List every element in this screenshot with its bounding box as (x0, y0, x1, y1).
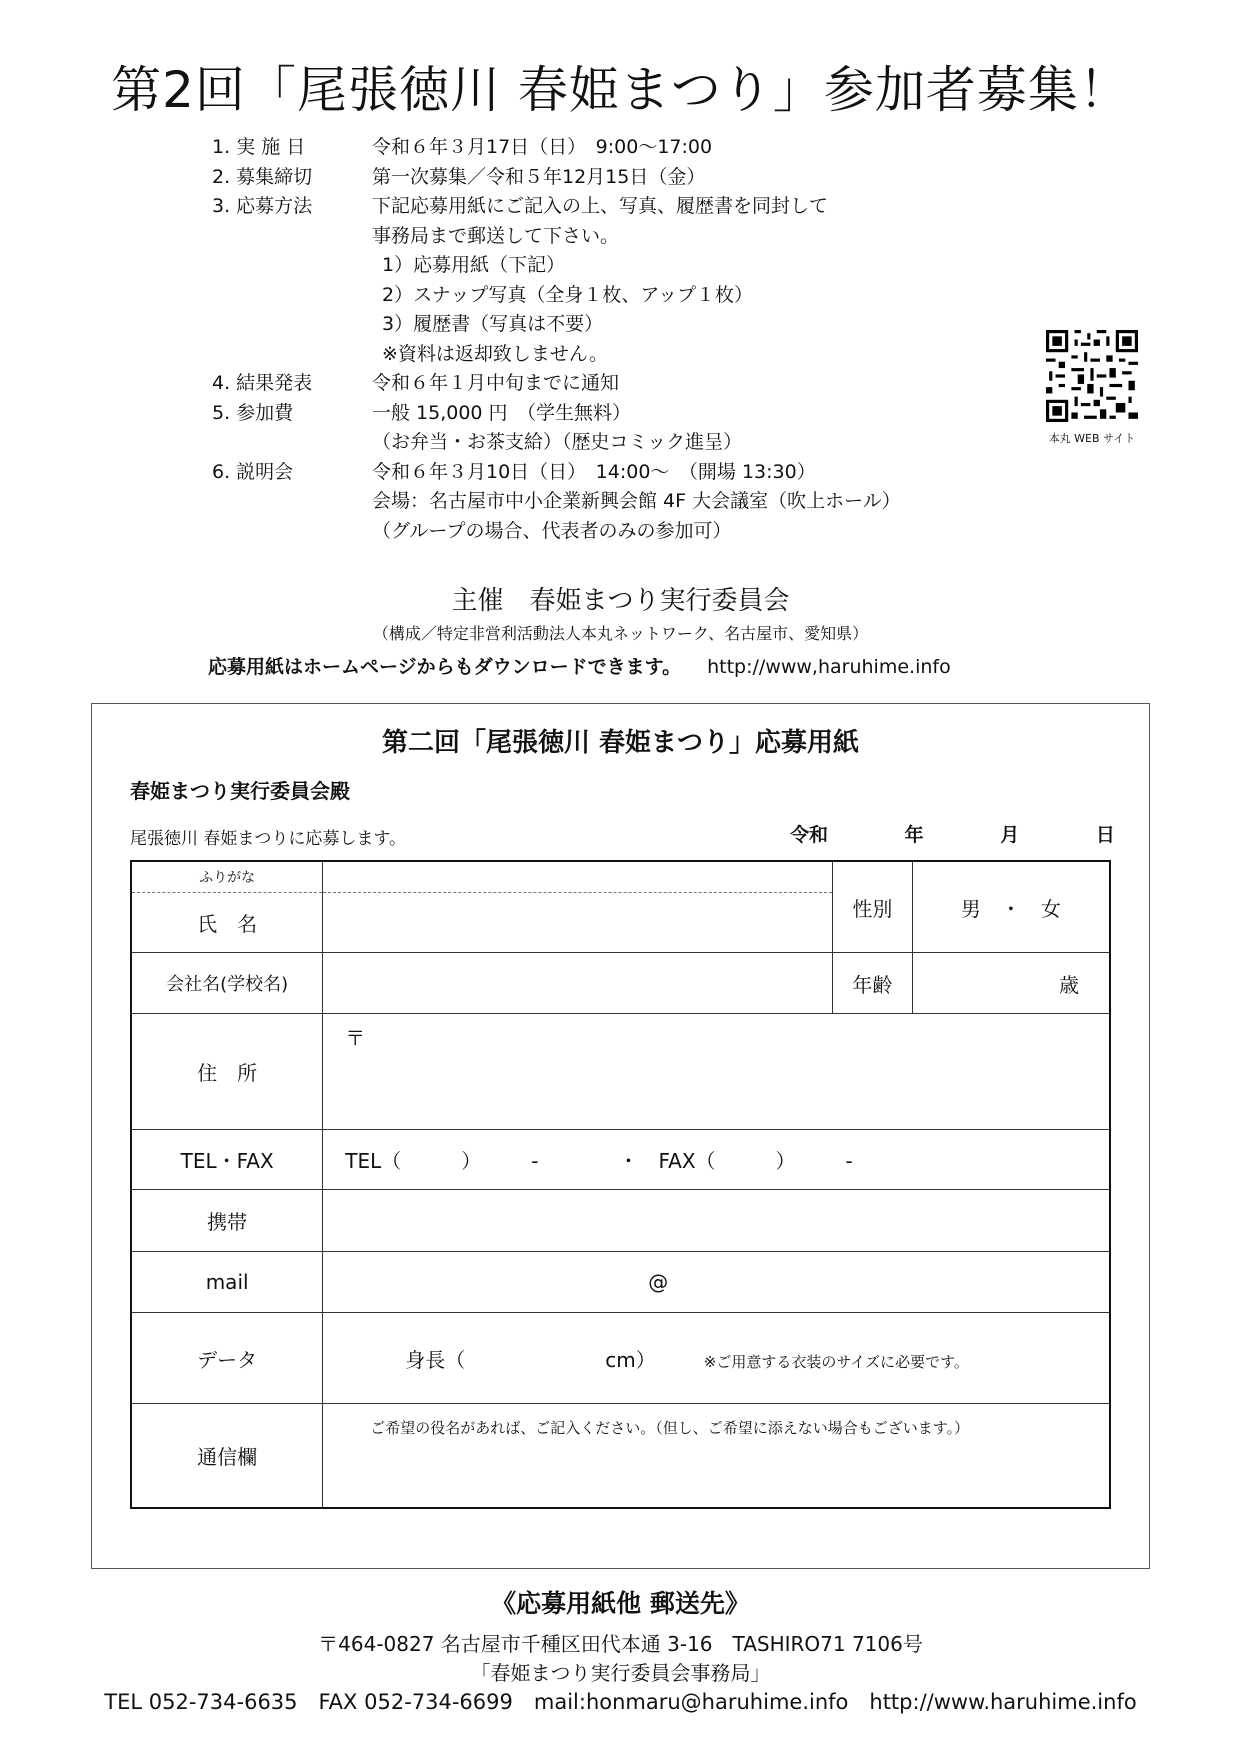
telfax-label: TEL・FAX (131, 1130, 323, 1190)
qr-caption: 本丸 WEB サイト (1048, 432, 1136, 445)
info-value: 令和６年３月17日（日） 9:00～17:00 (372, 136, 713, 158)
page-title: 第2回「尾張徳川 春姫まつり」参加者募集！ (111, 61, 1130, 119)
gender-options[interactable]: 男 ・ 女 (912, 861, 1110, 953)
download-link[interactable]: http://www,haruhime.info (707, 656, 951, 678)
form-apply-statement: 尾張徳川 春姫まつりに応募します。 (130, 829, 407, 849)
info-value: （お弁当・お茶支給）（歴史コミック進呈） (372, 431, 743, 453)
mailing-contact: TEL 052-734-6635 FAX 052-734-6699 mail:honmaru@haruhime.info http://www.haruhime.info (104, 1690, 1137, 1714)
info-value: 第一次募集／令和５年12月15日（金） (372, 165, 706, 188)
furigana-label: ふりがな (131, 861, 323, 893)
date-month: 月 (1000, 824, 1020, 846)
address-field[interactable] (323, 1014, 1110, 1130)
mailing-address: 〒464-0827 名古屋市千種区田代本通 3-16 TASHIRO71 7106号 (318, 1632, 923, 1656)
at-mark: @ (648, 1270, 669, 1294)
data-label: データ (131, 1313, 323, 1404)
date-year: 年 (904, 824, 924, 846)
gender-label: 性別 (832, 861, 912, 953)
info-value: 事務局まで郵送して下さい。 (372, 224, 620, 247)
application-form-table (130, 860, 1111, 1509)
comm-field[interactable] (323, 1404, 1110, 1508)
mobile-label: 携帯 (131, 1190, 323, 1252)
info-value: 下記応募用紙にご記入の上、写真、履歴書を同封して (372, 195, 829, 217)
mailing-title: 《応募用紙他 郵送先》 (491, 1589, 750, 1618)
mailing-office: 「春姫まつり実行委員会事務局」 (470, 1661, 771, 1685)
telfax-field[interactable]: TEL（ ） - ・ FAX（ ） - (323, 1130, 1110, 1190)
qr-code-icon[interactable] (1046, 330, 1138, 422)
mobile-field[interactable] (323, 1190, 1110, 1252)
info-value: 1）応募用紙（下記） (382, 254, 566, 276)
postal-mark: 〒 (345, 1026, 366, 1050)
info-value: 令和６年１月中旬までに通知 (372, 372, 620, 394)
age-label: 年齢 (832, 953, 912, 1014)
info-label: 1. 実 施 日 (212, 136, 306, 158)
form-title: 第二回「尾張徳川 春姫まつり」応募用紙 (381, 728, 860, 758)
info-label: 6. 説明会 (212, 460, 294, 483)
comm-note: ご希望の役名があれば、ご記入ください。（但し、ご希望に添えない場合もございます。） (370, 1419, 970, 1437)
mail-label: mail (131, 1252, 323, 1313)
mail-field[interactable] (323, 1252, 1110, 1313)
form-addressee: 春姫まつり実行委員会殿 (130, 779, 350, 803)
info-label: 3. 応募方法 (212, 195, 313, 217)
date-day: 日 (1095, 824, 1115, 846)
form-date (790, 820, 1115, 847)
info-value: （グループの場合、代表者のみの参加可） (372, 519, 732, 542)
info-value: 会場：名古屋市中小企業新興会館 4F 大会議室（吹上ホール） (372, 490, 901, 512)
age-field[interactable] (912, 953, 1110, 1014)
event-info (212, 133, 1012, 546)
address-label: 住 所 (131, 1014, 323, 1130)
date-era: 令和 (790, 824, 829, 846)
download-note (208, 652, 951, 679)
size-note: ※ご用意する衣装のサイズに必要です。 (703, 1352, 969, 1371)
furigana-field[interactable] (323, 861, 833, 893)
data-field[interactable] (323, 1313, 1110, 1404)
info-label: 4. 結果発表 (212, 372, 313, 394)
company-field[interactable] (323, 953, 833, 1014)
download-text: 応募用紙はホームページからもダウンロードできます。 (208, 656, 682, 678)
age-unit: 歳 (1059, 972, 1079, 997)
company-label: 会社名(学校名) (131, 953, 323, 1014)
info-value: 3）履歴書（写真は不要） (382, 313, 604, 335)
info-label: 5. 参加費 (212, 401, 294, 424)
organizer-composition: （構成／特定非営利活動法人本丸ネットワーク、名古屋市、愛知県） (372, 624, 869, 643)
organizer: 主催 春姫まつり実行委員会 (451, 586, 790, 616)
name-field[interactable] (323, 893, 833, 953)
info-label: 2. 募集締切 (212, 165, 313, 188)
info-value: 一般 15,000 円 （学生無料） (372, 401, 632, 424)
info-value: 2）スナップ写真（全身１枚、アップ１枚） (382, 283, 753, 306)
comm-label: 通信欄 (131, 1404, 323, 1508)
name-label: 氏 名 (131, 893, 323, 953)
info-value: ※資料は返却致しません。 (382, 342, 609, 365)
info-value: 令和６年３月10日（日） 14:00～ （開場 13:30） (372, 460, 816, 483)
height-field: 身長（ cm） (405, 1347, 656, 1372)
